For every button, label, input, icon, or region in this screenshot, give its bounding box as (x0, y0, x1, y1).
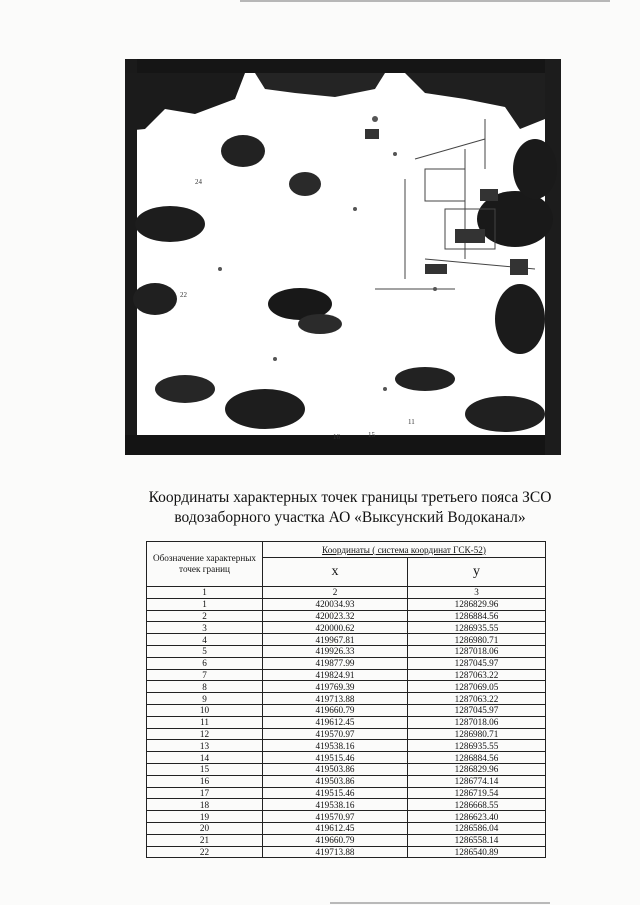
x-coordinate-cell: 419570.97 (263, 728, 408, 740)
aerial-map-image (125, 59, 561, 455)
table-row (147, 775, 546, 787)
x-coordinate-cell: 419824.91 (263, 669, 408, 681)
index-cell: 2 (263, 587, 408, 599)
y-coordinate-cell: 1286558.14 (408, 834, 546, 846)
y-coordinate-cell: 1286935.55 (408, 740, 546, 752)
point-number-cell: 14 (147, 752, 263, 764)
y-coordinate-cell: 1286586.04 (408, 822, 546, 834)
title-line-2: водозаборного участка АО «Выксунский Водоканал» (174, 509, 526, 526)
x-coordinate-cell: 419926.33 (263, 645, 408, 657)
y-coordinate-cell: 1286935.55 (408, 622, 546, 634)
x-coordinate-cell: 420023.32 (263, 610, 408, 622)
map-label-22: 22 (180, 291, 187, 299)
table-row (147, 610, 546, 622)
y-coordinate-cell: 1286668.55 (408, 799, 546, 811)
point-number-cell: 11 (147, 716, 263, 728)
point-number-cell: 19 (147, 811, 263, 823)
point-number-cell: 2 (147, 610, 263, 622)
y-coordinate-cell: 1287069.05 (408, 681, 546, 693)
y-coordinate-cell: 1287018.06 (408, 716, 546, 728)
x-coordinate-cell: 420034.93 (263, 598, 408, 610)
y-coordinate-cell: 1286980.71 (408, 728, 546, 740)
x-coordinate-cell: 419515.46 (263, 787, 408, 799)
coordinates-table-body (147, 598, 546, 858)
aerial-map-graphic (125, 59, 561, 455)
y-coordinate-cell: 1286829.96 (408, 763, 546, 775)
table-row (147, 763, 546, 775)
y-coordinate-cell: 1286774.14 (408, 775, 546, 787)
x-coordinate-cell: 419967.81 (263, 634, 408, 646)
header-designation: Обозначение характерных точек границ (147, 542, 263, 587)
y-coordinate-cell: 1287063.22 (408, 693, 546, 705)
document-title (130, 488, 570, 528)
x-coordinate-cell: 419713.88 (263, 846, 408, 858)
table-row (147, 657, 546, 669)
x-coordinate-cell: 419503.86 (263, 763, 408, 775)
point-number-cell: 4 (147, 634, 263, 646)
y-coordinate-cell: 1287063.22 (408, 669, 546, 681)
x-coordinate-cell: 419503.86 (263, 775, 408, 787)
x-coordinate-cell: 419612.45 (263, 716, 408, 728)
scan-edge-line-bottom (330, 902, 550, 904)
point-number-cell: 21 (147, 834, 263, 846)
y-coordinate-cell: 1287045.97 (408, 657, 546, 669)
y-coordinate-cell: 1286623.40 (408, 811, 546, 823)
map-label-15: 15 (368, 431, 375, 439)
x-coordinate-cell: 419713.88 (263, 693, 408, 705)
header-coordinates: Координаты ( система координат ГСК-52) (263, 542, 546, 558)
y-coordinate-cell: 1286829.96 (408, 598, 546, 610)
x-coordinate-cell: 420000.62 (263, 622, 408, 634)
table-row (147, 716, 546, 728)
table-row (147, 634, 546, 646)
x-coordinate-cell: 419612.45 (263, 822, 408, 834)
table-row (147, 740, 546, 752)
table-row (147, 822, 546, 834)
index-cell: 3 (408, 587, 546, 599)
table-row (147, 693, 546, 705)
point-number-cell: 8 (147, 681, 263, 693)
point-number-cell: 18 (147, 799, 263, 811)
point-number-cell: 7 (147, 669, 263, 681)
title-line-1: Координаты характерных точек границы третьего пояса ЗСО (148, 489, 552, 506)
map-label-11: 11 (408, 418, 415, 426)
column-index-row (147, 587, 546, 599)
header-x: х (263, 558, 408, 587)
map-label-24: 24 (195, 178, 202, 186)
point-number-cell: 20 (147, 822, 263, 834)
table-row (147, 598, 546, 610)
point-number-cell: 13 (147, 740, 263, 752)
y-coordinate-cell: 1286540.89 (408, 846, 546, 858)
point-number-cell: 10 (147, 704, 263, 716)
point-number-cell: 5 (147, 645, 263, 657)
table-row (147, 752, 546, 764)
point-number-cell: 15 (147, 763, 263, 775)
x-coordinate-cell: 419769.39 (263, 681, 408, 693)
map-label-16: 16 (333, 433, 340, 441)
point-number-cell: 22 (147, 846, 263, 858)
point-number-cell: 17 (147, 787, 263, 799)
point-number-cell: 3 (147, 622, 263, 634)
y-coordinate-cell: 1286884.56 (408, 610, 546, 622)
table-row (147, 846, 546, 858)
table-row (147, 669, 546, 681)
table-row (147, 834, 546, 846)
table-row (147, 799, 546, 811)
x-coordinate-cell: 419660.79 (263, 834, 408, 846)
y-coordinate-cell: 1286884.56 (408, 752, 546, 764)
point-number-cell: 6 (147, 657, 263, 669)
table-row (147, 681, 546, 693)
x-coordinate-cell: 419570.97 (263, 811, 408, 823)
y-coordinate-cell: 1286980.71 (408, 634, 546, 646)
point-number-cell: 16 (147, 775, 263, 787)
scan-edge-line (240, 0, 610, 2)
table-row (147, 622, 546, 634)
x-coordinate-cell: 419538.16 (263, 799, 408, 811)
coordinates-table (146, 541, 546, 858)
x-coordinate-cell: 419660.79 (263, 704, 408, 716)
table-row (147, 787, 546, 799)
point-number-cell: 9 (147, 693, 263, 705)
y-coordinate-cell: 1287018.06 (408, 645, 546, 657)
point-number-cell: 1 (147, 598, 263, 610)
y-coordinate-cell: 1286719.54 (408, 787, 546, 799)
index-cell: 1 (147, 587, 263, 599)
x-coordinate-cell: 419538.16 (263, 740, 408, 752)
point-number-cell: 12 (147, 728, 263, 740)
x-coordinate-cell: 419515.46 (263, 752, 408, 764)
header-y: у (408, 558, 546, 587)
table-row (147, 811, 546, 823)
table-row (147, 704, 546, 716)
table-row (147, 728, 546, 740)
x-coordinate-cell: 419877.99 (263, 657, 408, 669)
y-coordinate-cell: 1287045.97 (408, 704, 546, 716)
table-row (147, 645, 546, 657)
